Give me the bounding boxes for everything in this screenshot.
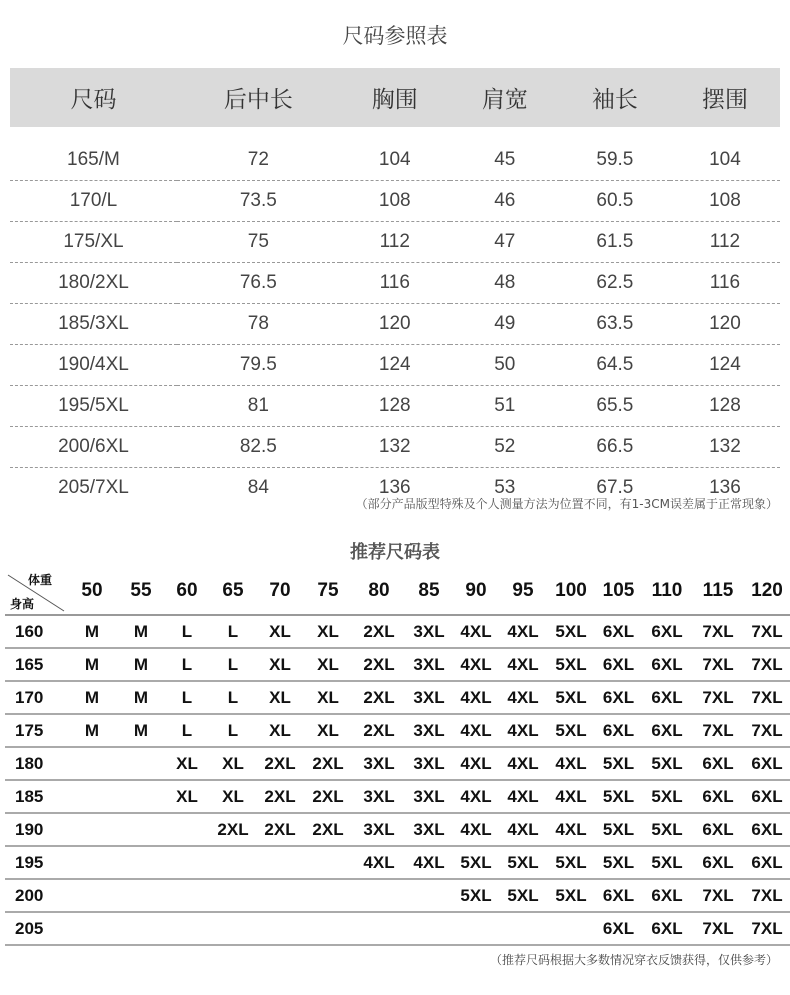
table-row	[5, 747, 790, 780]
size-cell	[209, 846, 257, 879]
size-chart-title: 尺码参照表	[342, 24, 448, 48]
table-cell: 136	[378, 477, 411, 498]
table-cell: 108	[670, 181, 780, 222]
table-cell: 66.5	[560, 427, 670, 468]
size-cell: 5XL	[453, 846, 499, 879]
table-cell: 52	[450, 427, 560, 468]
size-cell: 6XL	[595, 714, 642, 747]
size-cell: 2XL	[353, 714, 405, 747]
height-label: 175	[5, 714, 67, 747]
weight-header: 65	[209, 568, 257, 615]
weight-header: 60	[165, 568, 209, 615]
weight-header: 90	[453, 568, 499, 615]
column-header: 袖长	[560, 68, 670, 127]
table-cell: 124	[670, 345, 780, 386]
table-cell: 51	[450, 386, 560, 427]
size-cell: 5XL	[642, 813, 692, 846]
size-chart-note: （部分产品版型特殊及个人测量方法为位置不同，有1-3CM误差属于正常现象）	[355, 497, 778, 511]
table-cell: 116	[670, 263, 780, 304]
table-cell: 190/4XL	[10, 345, 177, 386]
size-cell: 7XL	[692, 912, 744, 945]
table-row	[5, 714, 790, 747]
size-cell: 7XL	[744, 615, 790, 648]
size-cell: 5XL	[595, 846, 642, 879]
size-cell: M	[67, 615, 117, 648]
table-cell: 200/6XL	[10, 427, 177, 468]
size-cell: 6XL	[744, 813, 790, 846]
size-cell: 4XL	[499, 780, 547, 813]
size-cell: XL	[303, 615, 353, 648]
weight-header: 55	[117, 568, 165, 615]
size-cell: 7XL	[744, 912, 790, 945]
size-cell: 3XL	[405, 648, 453, 681]
size-cell	[405, 879, 453, 912]
table-cell: 112	[340, 222, 450, 263]
table-cell: 185/3XL	[10, 304, 177, 345]
size-cell: 7XL	[744, 648, 790, 681]
size-cell: 3XL	[405, 780, 453, 813]
size-cell: XL	[303, 648, 353, 681]
table-cell: 63.5	[560, 304, 670, 345]
size-cell	[117, 846, 165, 879]
size-cell: 2XL	[303, 780, 353, 813]
corner-height-label: 身高	[10, 597, 35, 611]
size-cell	[209, 879, 257, 912]
table-cell: 175/XL	[10, 222, 177, 263]
size-cell: 5XL	[547, 714, 595, 747]
size-cell: M	[67, 714, 117, 747]
size-cell: XL	[209, 747, 257, 780]
size-cell: XL	[165, 780, 209, 813]
size-cell: 6XL	[642, 681, 692, 714]
size-cell: L	[209, 648, 257, 681]
weight-header: 50	[67, 568, 117, 615]
size-cell: M	[117, 648, 165, 681]
size-cell	[67, 846, 117, 879]
size-cell: 6XL	[642, 879, 692, 912]
table-cell: 64.5	[560, 345, 670, 386]
size-cell	[165, 846, 209, 879]
size-cell: 4XL	[453, 648, 499, 681]
size-cell: 6XL	[595, 879, 642, 912]
weight-header: 110	[642, 568, 692, 615]
size-cell: 2XL	[257, 747, 303, 780]
size-cell	[117, 912, 165, 945]
weight-header: 95	[499, 568, 547, 615]
table-cell: 124	[340, 345, 450, 386]
table-cell: 132	[340, 427, 450, 468]
table-row	[5, 648, 790, 681]
height-label: 190	[5, 813, 67, 846]
size-cell: 5XL	[642, 846, 692, 879]
table-cell: 48	[450, 263, 560, 304]
table-cell: 59.5	[560, 127, 670, 181]
size-cell	[67, 780, 117, 813]
size-cell: 7XL	[744, 714, 790, 747]
height-label: 205	[5, 912, 67, 945]
size-cell: XL	[209, 780, 257, 813]
size-cell: 4XL	[453, 714, 499, 747]
size-cell	[257, 879, 303, 912]
weight-header: 105	[595, 568, 642, 615]
size-cell: L	[165, 681, 209, 714]
size-cell: L	[165, 648, 209, 681]
recommend-chart-table	[5, 568, 790, 946]
size-cell	[67, 912, 117, 945]
size-cell: 5XL	[595, 780, 642, 813]
size-cell: 2XL	[209, 813, 257, 846]
size-cell	[117, 747, 165, 780]
weight-header: 120	[744, 568, 790, 615]
size-cell: 5XL	[547, 648, 595, 681]
table-cell: 120	[670, 304, 780, 345]
table-row	[5, 846, 790, 879]
table-cell: 82.5	[177, 427, 340, 468]
size-cell: 4XL	[499, 615, 547, 648]
size-chart-table	[10, 68, 780, 508]
table-cell: 104	[340, 127, 450, 181]
table-cell: 132	[670, 427, 780, 468]
size-cell: 3XL	[353, 780, 405, 813]
table-cell: 46	[450, 181, 560, 222]
weight-header: 75	[303, 568, 353, 615]
size-cell: 4XL	[499, 714, 547, 747]
table-cell: 78	[177, 304, 340, 345]
table-row	[5, 879, 790, 912]
size-cell: 3XL	[353, 813, 405, 846]
size-cell	[257, 846, 303, 879]
size-cell: 4XL	[453, 681, 499, 714]
size-cell: 3XL	[405, 747, 453, 780]
table-row	[5, 780, 790, 813]
size-cell: 5XL	[547, 879, 595, 912]
size-cell	[547, 912, 595, 945]
size-cell: 6XL	[642, 648, 692, 681]
table-cell: 84	[247, 477, 269, 498]
size-cell: 6XL	[595, 912, 642, 945]
size-cell: 5XL	[499, 879, 547, 912]
size-cell	[67, 813, 117, 846]
size-cell: XL	[303, 714, 353, 747]
table-cell: 195/5XL	[10, 386, 177, 427]
size-cell	[67, 879, 117, 912]
size-cell: 6XL	[595, 681, 642, 714]
height-label: 165	[5, 648, 67, 681]
size-cell	[165, 879, 209, 912]
column-header: 后中长	[177, 68, 340, 127]
column-header: 摆围	[670, 68, 780, 127]
size-cell: 2XL	[353, 648, 405, 681]
size-cell: 2XL	[303, 747, 353, 780]
size-cell: 6XL	[692, 813, 744, 846]
table-cell: 120	[340, 304, 450, 345]
table-cell: 165/M	[10, 127, 177, 181]
table-cell: 61.5	[560, 222, 670, 263]
size-cell: 4XL	[353, 846, 405, 879]
table-row	[10, 181, 780, 222]
size-cell: 5XL	[642, 780, 692, 813]
size-cell: 3XL	[405, 813, 453, 846]
table-row	[5, 813, 790, 846]
size-cell	[165, 813, 209, 846]
size-cell	[67, 747, 117, 780]
size-cell: M	[117, 714, 165, 747]
table-row	[10, 427, 780, 468]
size-cell: M	[67, 681, 117, 714]
recommend-chart-title: 推荐尺码表	[350, 542, 440, 563]
weight-header: 100	[547, 568, 595, 615]
size-cell: 2XL	[353, 681, 405, 714]
size-cell	[117, 813, 165, 846]
corner-header	[5, 568, 67, 615]
size-cell: 6XL	[744, 780, 790, 813]
size-cell: 5XL	[595, 747, 642, 780]
table-cell: 116	[340, 263, 450, 304]
column-header: 尺码	[10, 68, 177, 127]
table-cell: 50	[450, 345, 560, 386]
size-cell: 3XL	[405, 615, 453, 648]
size-cell: 4XL	[499, 681, 547, 714]
corner-weight-label: 体重	[28, 573, 53, 587]
size-cell: 2XL	[257, 813, 303, 846]
size-cell: 5XL	[499, 846, 547, 879]
table-cell: 53	[494, 477, 516, 498]
table-row	[5, 912, 790, 945]
table-row	[10, 127, 780, 181]
size-cell	[117, 780, 165, 813]
table-cell: 67.5	[596, 477, 634, 498]
size-cell	[303, 912, 353, 945]
size-cell	[117, 879, 165, 912]
size-cell	[165, 912, 209, 945]
size-cell	[499, 912, 547, 945]
height-label: 185	[5, 780, 67, 813]
size-cell: 4XL	[547, 780, 595, 813]
size-cell: 4XL	[453, 780, 499, 813]
size-cell: 6XL	[642, 714, 692, 747]
size-cell: 4XL	[453, 615, 499, 648]
size-cell: 7XL	[692, 615, 744, 648]
size-cell	[405, 912, 453, 945]
size-cell: M	[117, 681, 165, 714]
size-cell: 6XL	[642, 912, 692, 945]
size-cell: 3XL	[353, 747, 405, 780]
size-cell: XL	[257, 648, 303, 681]
size-cell: 2XL	[303, 813, 353, 846]
table-cell: 76.5	[177, 263, 340, 304]
size-cell	[303, 846, 353, 879]
weight-header: 115	[692, 568, 744, 615]
size-cell: L	[209, 681, 257, 714]
size-cell: 7XL	[744, 879, 790, 912]
height-label: 180	[5, 747, 67, 780]
table-row	[5, 615, 790, 648]
size-cell: 5XL	[453, 879, 499, 912]
size-cell: 5XL	[547, 615, 595, 648]
size-cell: 4XL	[453, 813, 499, 846]
size-cell: XL	[257, 681, 303, 714]
table-cell: 180/2XL	[10, 263, 177, 304]
column-header: 肩宽	[450, 68, 560, 127]
table-cell: 47	[450, 222, 560, 263]
size-cell: 4XL	[499, 747, 547, 780]
size-cell	[303, 879, 353, 912]
size-cell: 7XL	[692, 714, 744, 747]
size-cell: 6XL	[692, 780, 744, 813]
size-cell: 5XL	[595, 813, 642, 846]
size-cell: 5XL	[547, 846, 595, 879]
table-cell: 79.5	[177, 345, 340, 386]
size-cell: L	[209, 615, 257, 648]
table-cell: 81	[177, 386, 340, 427]
table-row	[10, 304, 780, 345]
size-cell: 4XL	[547, 813, 595, 846]
table-cell: 65.5	[560, 386, 670, 427]
size-cell	[353, 879, 405, 912]
size-cell: 3XL	[405, 714, 453, 747]
table-cell: 108	[340, 181, 450, 222]
size-cell: 2XL	[257, 780, 303, 813]
column-header: 胸围	[340, 68, 450, 127]
table-cell: 72	[177, 127, 340, 181]
size-cell: XL	[257, 615, 303, 648]
weight-header: 80	[353, 568, 405, 615]
size-cell: 6XL	[692, 846, 744, 879]
size-cell: XL	[303, 681, 353, 714]
table-cell: 75	[177, 222, 340, 263]
table-cell: 60.5	[560, 181, 670, 222]
table-cell: 45	[450, 127, 560, 181]
table-row	[10, 222, 780, 263]
height-label: 160	[5, 615, 67, 648]
height-label: 200	[5, 879, 67, 912]
size-cell: 6XL	[595, 648, 642, 681]
size-cell: XL	[165, 747, 209, 780]
size-cell: 2XL	[353, 615, 405, 648]
size-cell: 4XL	[547, 747, 595, 780]
size-cell: 4XL	[499, 648, 547, 681]
size-cell: L	[209, 714, 257, 747]
size-cell: 7XL	[692, 648, 744, 681]
height-label: 195	[5, 846, 67, 879]
height-label: 170	[5, 681, 67, 714]
size-cell: 6XL	[692, 747, 744, 780]
weight-header: 85	[405, 568, 453, 615]
size-cell	[209, 912, 257, 945]
table-cell: 170/L	[10, 181, 177, 222]
size-cell: 7XL	[692, 681, 744, 714]
table-cell: 128	[670, 386, 780, 427]
size-cell: 6XL	[595, 615, 642, 648]
recommend-chart-note: （推荐尺码根据大多数情况穿衣反馈获得，仅供参考）	[489, 953, 778, 967]
table-cell: 205/7XL	[58, 477, 129, 498]
size-cell: M	[67, 648, 117, 681]
table-cell: 104	[670, 127, 780, 181]
size-cell: 5XL	[642, 747, 692, 780]
table-row	[10, 263, 780, 304]
size-cell: 3XL	[405, 681, 453, 714]
table-row	[5, 681, 790, 714]
size-cell: 5XL	[547, 681, 595, 714]
table-row	[10, 386, 780, 427]
table-cell: 128	[340, 386, 450, 427]
weight-header: 70	[257, 568, 303, 615]
size-cell: 4XL	[453, 747, 499, 780]
size-cell: 4XL	[405, 846, 453, 879]
table-cell: 136	[709, 477, 741, 498]
size-cell	[257, 912, 303, 945]
size-cell	[453, 912, 499, 945]
table-cell: 73.5	[177, 181, 340, 222]
table-cell: 62.5	[560, 263, 670, 304]
size-cell: 6XL	[744, 846, 790, 879]
table-row	[10, 345, 780, 386]
size-cell: 6XL	[744, 747, 790, 780]
size-cell: L	[165, 615, 209, 648]
size-cell: XL	[257, 714, 303, 747]
size-cell: L	[165, 714, 209, 747]
size-cell: 4XL	[499, 813, 547, 846]
size-cell	[353, 912, 405, 945]
table-cell: 112	[670, 222, 780, 263]
table-cell: 49	[450, 304, 560, 345]
size-cell: 6XL	[642, 615, 692, 648]
size-cell: 7XL	[744, 681, 790, 714]
size-cell: 7XL	[692, 879, 744, 912]
size-cell: M	[117, 615, 165, 648]
